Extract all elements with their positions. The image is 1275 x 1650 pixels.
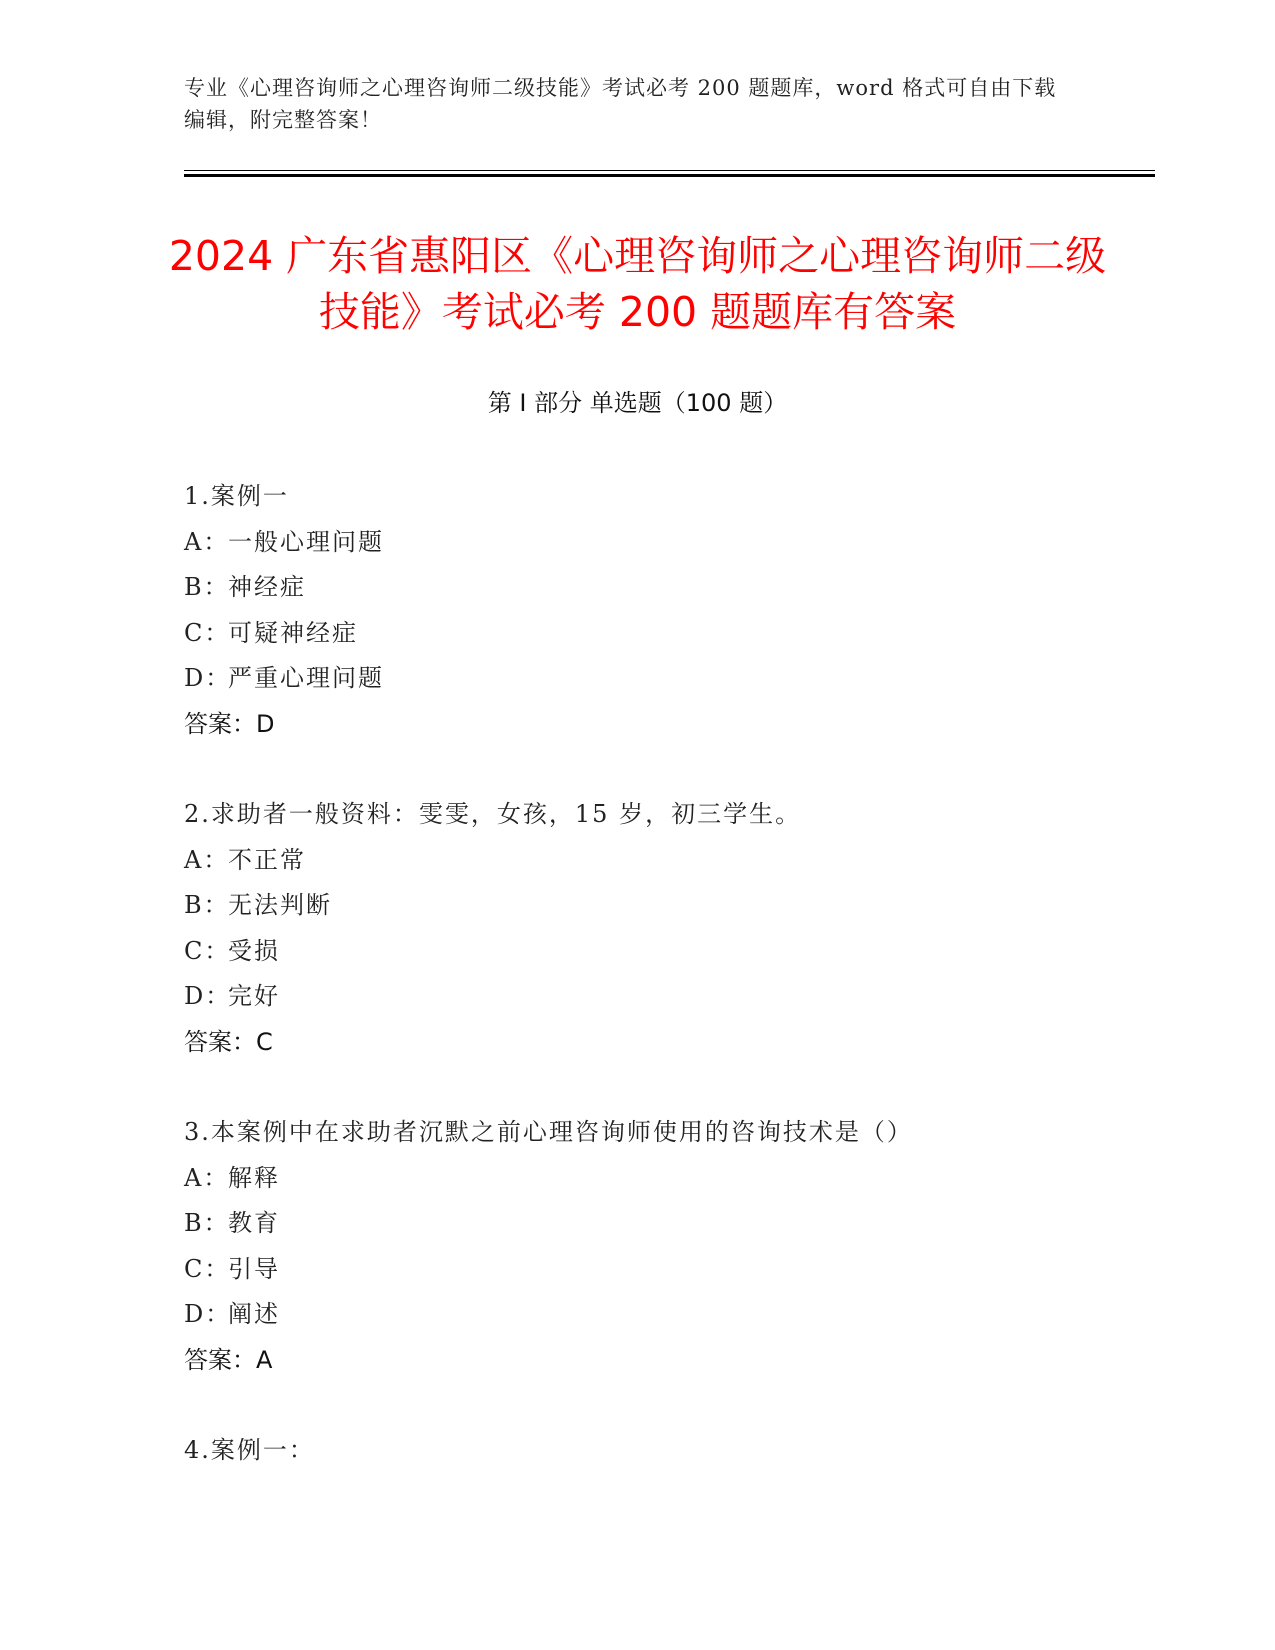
question-stem: 4.案例一： bbox=[184, 1436, 315, 1464]
option-text: 严重心理问题 bbox=[228, 664, 384, 692]
option-key: D： bbox=[184, 982, 232, 1010]
answer: 答案：D bbox=[184, 709, 275, 738]
option-a bbox=[184, 1156, 1124, 1202]
option-key: D： bbox=[184, 1300, 232, 1328]
question-4 bbox=[184, 1428, 1124, 1474]
option-a bbox=[184, 838, 1124, 884]
answer: 答案：A bbox=[184, 1345, 273, 1374]
question-3 bbox=[184, 1110, 1124, 1383]
option-a bbox=[184, 520, 1124, 566]
question-list bbox=[184, 474, 1124, 1519]
option-key: D： bbox=[184, 664, 232, 692]
option-c bbox=[184, 929, 1124, 975]
option-key: B： bbox=[184, 573, 230, 601]
option-text: 教育 bbox=[228, 1209, 280, 1237]
header-rule-thick bbox=[184, 174, 1155, 177]
option-text: 神经症 bbox=[228, 573, 306, 601]
option-text: 解释 bbox=[228, 1163, 280, 1192]
option-d bbox=[184, 1292, 1124, 1338]
document-title: 2024 广东省惠阳区《心理咨询师之心理咨询师二级技能》考试必考 200 题题库有答案 bbox=[168, 232, 1107, 336]
option-b bbox=[184, 883, 1124, 929]
question-stem: 1.案例一 bbox=[184, 482, 289, 510]
option-b bbox=[184, 1201, 1124, 1247]
option-key: A： bbox=[184, 1163, 230, 1192]
question-stem: 3.本案例中在求助者沉默之前心理咨询师使用的咨询技术是（） bbox=[184, 1118, 913, 1146]
option-c bbox=[184, 1247, 1124, 1293]
option-c bbox=[184, 611, 1124, 657]
option-text: 阐述 bbox=[228, 1300, 280, 1328]
section-heading: 第 I 部分 单选题（100 题） bbox=[487, 389, 788, 417]
option-d bbox=[184, 974, 1124, 1020]
option-key: A： bbox=[184, 845, 230, 874]
option-key: B： bbox=[184, 1209, 230, 1237]
option-b bbox=[184, 565, 1124, 611]
question-stem: 2.求助者一般资料：雯雯，女孩，15 岁，初三学生。 bbox=[184, 800, 802, 828]
option-key: C： bbox=[184, 936, 231, 965]
option-text: 无法判断 bbox=[228, 891, 332, 919]
header-rule-thin bbox=[184, 170, 1155, 171]
question-1 bbox=[184, 474, 1124, 747]
header-note: 专业《心理咨询师之心理咨询师二级技能》考试必考 200 题题库，word 格式可自由下载编辑，附完整答案！ bbox=[184, 76, 1057, 132]
option-key: B： bbox=[184, 891, 230, 919]
option-d bbox=[184, 656, 1124, 702]
option-key: C： bbox=[184, 618, 231, 647]
option-key: A： bbox=[184, 527, 230, 556]
option-key: C： bbox=[184, 1254, 231, 1283]
option-text: 不正常 bbox=[228, 845, 306, 874]
option-text: 引导 bbox=[228, 1254, 280, 1283]
option-text: 受损 bbox=[228, 936, 280, 965]
option-text: 一般心理问题 bbox=[228, 527, 384, 556]
option-text: 可疑神经症 bbox=[228, 618, 358, 647]
answer: 答案：C bbox=[184, 1027, 273, 1056]
option-text: 完好 bbox=[228, 982, 280, 1010]
question-2 bbox=[184, 792, 1124, 1065]
